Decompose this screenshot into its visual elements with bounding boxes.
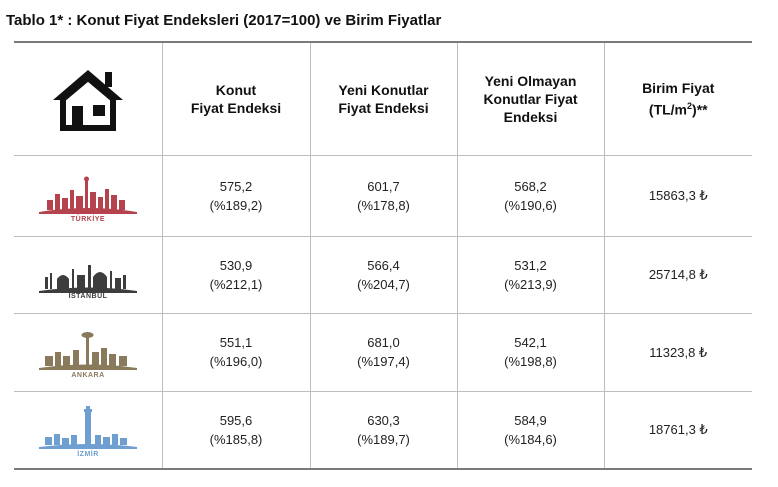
birim-fiyat-value-cell: 18761,3 ₺ bbox=[604, 391, 752, 468]
birim-fiyat-value-cell: 11323,8 ₺ bbox=[604, 313, 752, 391]
header-yeni-olmayan: Yeni Olmayan Konutlar Fiyat Endeksi bbox=[457, 43, 604, 155]
yeni-olmayan-value-cell: 531,2 (%213,9) bbox=[457, 236, 604, 313]
table-row bbox=[14, 236, 752, 313]
bottom-rule bbox=[14, 468, 752, 470]
region-logo-cell bbox=[14, 313, 162, 391]
header-icon-cell bbox=[14, 43, 162, 155]
header-row bbox=[14, 43, 752, 155]
birim-fiyat-value-cell: 15863,3 ₺ bbox=[604, 155, 752, 236]
turkiye-skyline-icon bbox=[33, 170, 143, 222]
svg-text:ANKARA: ANKARA bbox=[71, 372, 105, 378]
yeni-value-cell: 630,3 (%189,7) bbox=[310, 391, 457, 468]
table-title: Tablo 1* : Konut Fiyat Endeksleri (2017=100) ve Birim Fiyatlar bbox=[6, 12, 442, 29]
region-logo-cell bbox=[14, 155, 162, 236]
region-logo-cell bbox=[14, 391, 162, 468]
ankara-skyline-icon bbox=[33, 326, 143, 378]
price-index-table bbox=[14, 43, 752, 468]
header-konut: Konut Fiyat Endeksi bbox=[162, 43, 310, 155]
konut-value-cell: 551,1 (%196,0) bbox=[162, 313, 310, 391]
house-icon bbox=[49, 66, 127, 132]
table-row bbox=[14, 155, 752, 236]
birim-fiyat-value-cell: 25714,8 ₺ bbox=[604, 236, 752, 313]
table-row bbox=[14, 313, 752, 391]
region-logo-cell bbox=[14, 236, 162, 313]
konut-value-cell: 595,6 (%185,8) bbox=[162, 391, 310, 468]
yeni-value-cell: 566,4 (%204,7) bbox=[310, 236, 457, 313]
izmir-skyline-icon bbox=[33, 403, 143, 457]
header-yeni: Yeni Konutlar Fiyat Endeksi bbox=[310, 43, 457, 155]
konut-value-cell: 575,2 (%189,2) bbox=[162, 155, 310, 236]
svg-text:İZMİR: İZMİR bbox=[76, 450, 99, 457]
svg-text:TÜRKİYE: TÜRKİYE bbox=[70, 215, 105, 222]
yeni-value-cell: 601,7 (%178,8) bbox=[310, 155, 457, 236]
yeni-olmayan-value-cell: 584,9 (%184,6) bbox=[457, 391, 604, 468]
konut-value-cell: 530,9 (%212,1) bbox=[162, 236, 310, 313]
yeni-value-cell: 681,0 (%197,4) bbox=[310, 313, 457, 391]
yeni-olmayan-value-cell: 542,1 (%198,8) bbox=[457, 313, 604, 391]
table-row bbox=[14, 391, 752, 468]
istanbul-skyline-icon bbox=[33, 251, 143, 299]
header-birim-fiyat: Birim Fiyat $(TL/m^2)**$ bbox=[604, 43, 752, 155]
svg-text:İSTANBUL: İSTANBUL bbox=[68, 292, 108, 299]
yeni-olmayan-value-cell: 568,2 (%190,6) bbox=[457, 155, 604, 236]
